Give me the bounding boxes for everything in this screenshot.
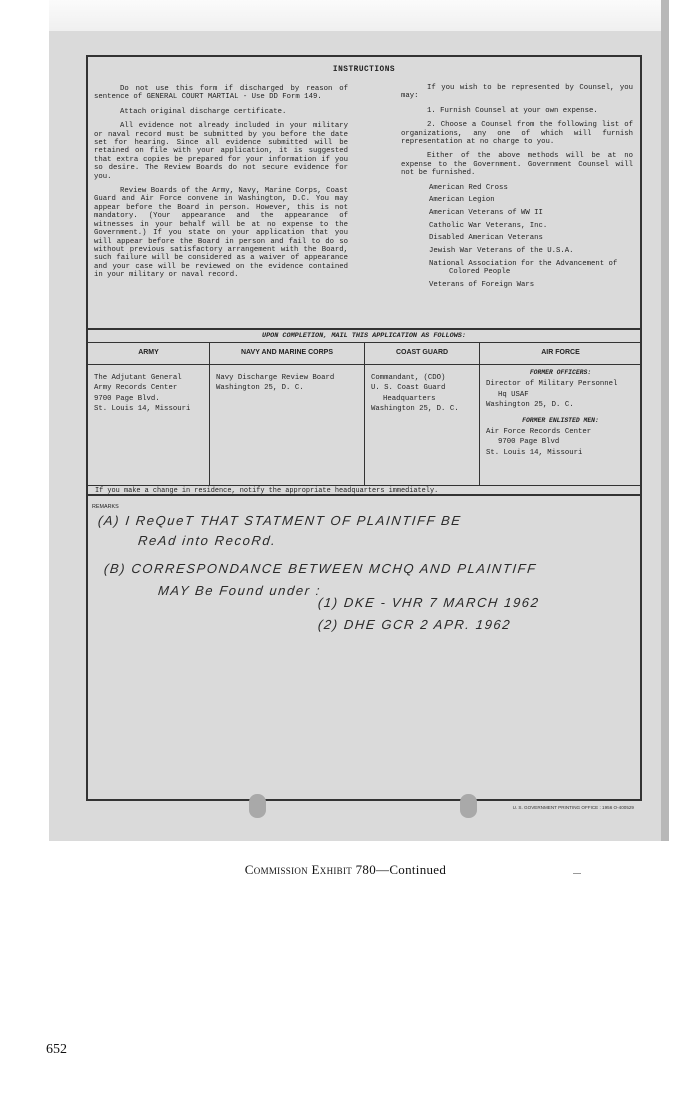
- organization-item: Disabled American Veterans: [429, 234, 543, 243]
- gpo-footer: U. S. GOVERNMENT PRINTING OFFICE : 1956 O-400529: [512, 804, 634, 810]
- instruction-paragraph: Do not use this form if discharged by reason of sentence of GENERAL COURT MARTIAL - Use DD Form 149.: [94, 85, 348, 102]
- navy-column: [209, 342, 364, 486]
- address-line: St. Louis 14, Missouri: [94, 405, 191, 414]
- handwritten-remark-line: (B) CORRESPONDANCE BETWEEN MCHQ AND PLAINTIFF: [103, 561, 538, 576]
- army-header: ARMY: [88, 342, 209, 365]
- organization-item: Jewish War Veterans of the U.S.A.: [429, 247, 574, 256]
- instruction-paragraph: All evidence not already included in your military or naval record must be submitted by you before the date set for hearing. Since all evidence submitted will be retained on file with your application, it is suggested that extra copies be prepared for your information if you so desire. The Review Boards do not secure evidence for you.: [94, 122, 348, 181]
- address-line: The Adjutant General: [94, 374, 182, 382]
- handwritten-remark-line: (1) DKE - VHR 7 MARCH 1962: [317, 595, 541, 610]
- former-enlisted-label: FORMER ENLISTED MEN:: [522, 416, 599, 424]
- organization-item: [427, 260, 633, 277]
- coast-guard-header: COAST GUARD: [365, 342, 479, 365]
- counsel-option-2: 2. Choose a Counsel from the following list of organizations, any one of which will furnish representation at no charge to you.: [401, 121, 633, 147]
- address-line: Army Records Center: [94, 384, 178, 393]
- address-line: Washington 25, D. C.: [486, 401, 574, 410]
- organization-item: American Red Cross: [429, 183, 508, 192]
- punch-hole: [249, 794, 266, 818]
- address-line: Air Force Records Center: [486, 428, 592, 437]
- caption-prefix: Commission Exhibit 780: [244, 862, 377, 877]
- instruction-paragraph: Attach original discharge certificate.: [120, 107, 287, 116]
- air-force-header: AIR FORCE: [480, 342, 641, 365]
- navy-header: NAVY AND MARINE CORPS: [210, 342, 364, 365]
- instructions-title: INSTRUCTIONS: [332, 66, 396, 74]
- address-line: Headquarters: [383, 394, 436, 403]
- handwritten-remark-line: (A) I ReQueT THAT STATMENT OF PLAINTIFF BE: [97, 513, 463, 528]
- punch-hole: [460, 794, 477, 818]
- stray-mark: [573, 873, 581, 874]
- address-line: Commandant, (CDO): [371, 374, 446, 382]
- address-line: 9700 Page Blvd: [498, 438, 560, 447]
- residence-notice: If you make a change in residence, notify the appropriate headquarters immediately.: [88, 485, 640, 496]
- organization-line: Colored People: [449, 268, 511, 277]
- counsel-intro: If you wish to be represented by Counsel, you may:: [401, 84, 633, 101]
- mailing-address-table: [88, 342, 640, 486]
- organization-item: Catholic War Veterans, Inc.: [429, 221, 548, 230]
- instruction-paragraph: Review Boards of the Army, Navy, Marine Corps, Coast Guard and Air Force convene in Washington, D.C. You may appear before the Board in person. However, this is not mandatory. (Your appearance and the appearance of witnesses in your behalf will be at no expense to the Government.) If you state on your application that you will appear before the Board in person and fail to do so without previous satisfactory arrangement with the Board, such failure will be considered as a waiver of appearance and your case will be reviewed on the evidence contained in your military or naval record.: [94, 187, 348, 280]
- address-line: Washington 25, D. C.: [371, 405, 459, 414]
- instructions-left-column: [94, 85, 348, 286]
- address-line: St. Louis 14, Missouri: [486, 448, 583, 457]
- caption-suffix: —Continued: [376, 862, 447, 877]
- discharge-review-form: [86, 55, 642, 810]
- mail-instructions-title: UPON COMPLETION, MAIL THIS APPLICATION AS FOLLOWS:: [88, 328, 640, 343]
- organization-line: National Association for the Advancement of: [429, 259, 618, 268]
- instructions-right-column: [401, 84, 633, 294]
- handwritten-remark-line: (2) DHE GCR 2 APR. 1962: [317, 617, 512, 632]
- air-force-column: [479, 342, 641, 486]
- army-column: [88, 342, 209, 486]
- remarks-label: REMARKS: [92, 504, 119, 510]
- address-line: 9700 Page Blvd.: [94, 394, 160, 403]
- counsel-note: Either of the above methods will be at no expense to the Government. Government Counsel will not be furnished.: [401, 152, 633, 178]
- exhibit-caption: [0, 862, 691, 878]
- address-line: Hq USAF: [498, 390, 529, 399]
- former-officers-label: FORMER OFFICERS:: [529, 369, 592, 376]
- organization-item: Veterans of Foreign Wars: [429, 280, 535, 289]
- organization-item: American Veterans of WW II: [429, 209, 543, 218]
- counsel-option-1: 1. Furnish Counsel at your own expense.: [427, 106, 598, 115]
- organization-item: American Legion: [429, 196, 495, 205]
- address-line: Navy Discharge Review Board: [216, 374, 335, 382]
- scan-top-edge: [49, 0, 661, 31]
- handwritten-remark-line: MAY Be Found under :: [157, 583, 322, 598]
- handwritten-remark-line: ReAd into RecoRd.: [137, 533, 278, 548]
- address-line: Director of Military Personnel: [486, 380, 618, 389]
- scan-right-edge: [661, 0, 669, 841]
- address-line: Washington 25, D. C.: [216, 384, 304, 393]
- coast-guard-column: [364, 342, 479, 486]
- organization-list: [401, 184, 633, 290]
- page-number: 652: [46, 1042, 67, 1057]
- address-line: U. S. Coast Guard: [371, 384, 446, 393]
